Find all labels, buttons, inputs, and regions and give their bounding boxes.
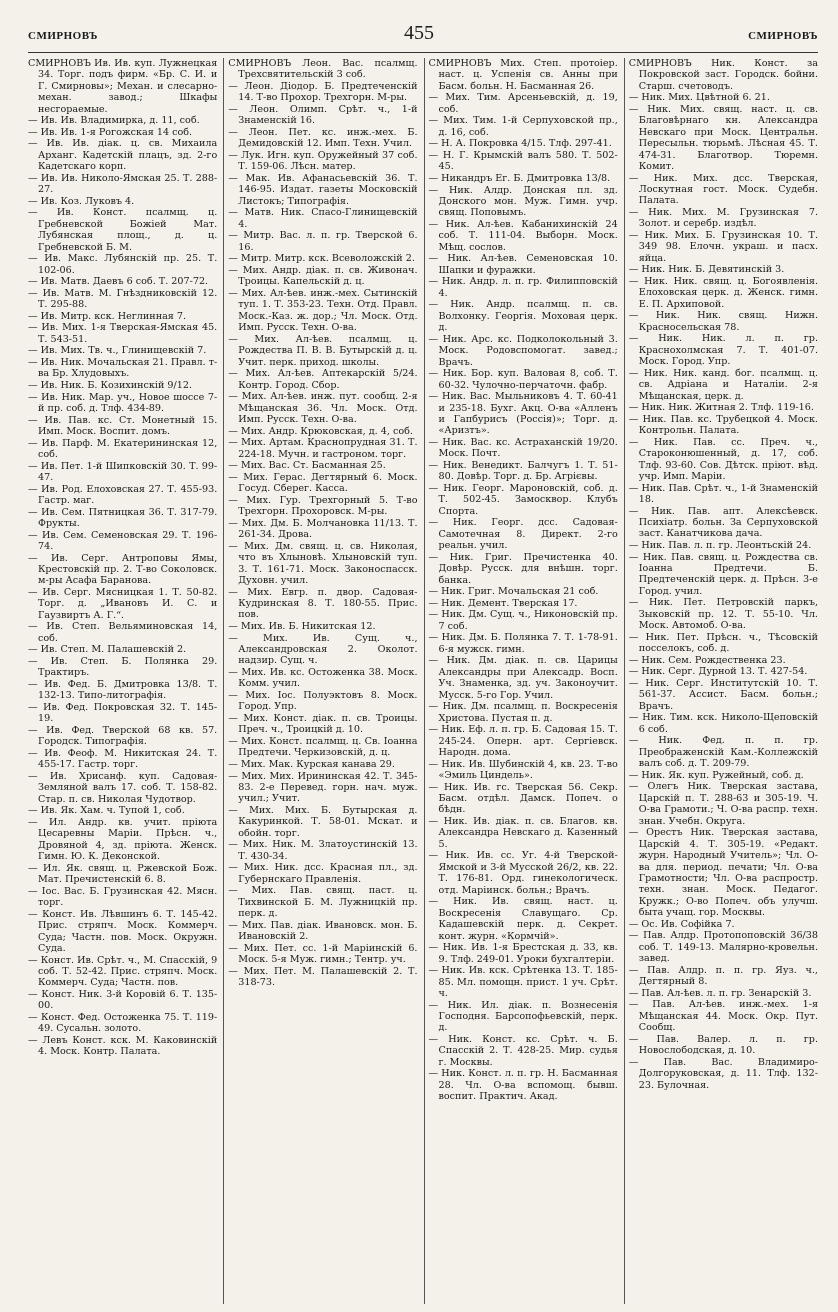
directory-entry: — Мих. Пав. діак. Ивановск. мон. Б. Ивановскій 2. [228, 919, 418, 943]
directory-entry: — Ник. Георг. дсс. Садовая-Самотечная 8. Директ. 2-го реальн. учил. [428, 517, 618, 552]
directory-entry: — Мих. Евгр. п. двор. Садовая-Кудринская 8. Т. 180-55. Прис. пов. [228, 586, 418, 621]
header-rule [28, 52, 818, 53]
directory-entry: — Мих. Конст. псалмщ. ц. Св. Іоанна Предтечи. Черкизовскій, д. ц. [228, 736, 418, 759]
directory-entry: — Ив. Матв. М. Гнѣздниковскій 12. Т. 295-88. [28, 287, 218, 311]
directory-entry: — Ил. Андр. кв. учит. пріюта Цесаревны Маріи. Прѣсн. ч., Дровяной 4, зд. пріюта. Женск. Гимн. Ю. К. Деконской. [28, 817, 218, 863]
directory-entry: — Ник. Григ. Мочальская 21 соб. [428, 586, 599, 598]
directory-entry: СМИРНОВЪ Ив. Ив. куп. Лужнецкая 34. Торг. подъ фирм. «Бр. С. И. и Г. Смирновы»; Механ. и слесарно-механ. завод.; Шкафы несгораемые. [28, 58, 218, 115]
directory-entry: — Мих. Ив. Сущ. ч., Александровская 2. Околот. надзир. Сущ. ч. [228, 632, 418, 667]
directory-entry: — Ник. Ал-ѣев. Кабанихинскій 24 соб. Т. 111-04. Выборн. Моск. Мѣщ. сослов. [428, 219, 618, 253]
directory-entry: — Пав. Валер. л. п. гр. Новослободская, д. 10. [628, 1033, 818, 1057]
directory-entry: — Ив. Степ. Б. Полянка 29. Трактиръ. [28, 656, 218, 679]
directory-entry: — Ник. Пав. апт. Алексѣевск. Психіатр. больн. За Серпуховской заст. Канатчикова дача. [628, 505, 818, 540]
directory-entry: — Ник. Сем. Рождественка 23. [628, 654, 786, 666]
directory-entry: — Ник. Пав. сс. Преч. ч., Староконюшенный, д. 17, соб. Тлф. 93-60. Сов. Дѣтск. пріют. вѣд. учр. Имп. Маріи. [628, 436, 818, 483]
directory-entry: — Н. А. Покровка 4/15. Тлф. 297-41. [428, 138, 612, 150]
directory-entry: — Ив. Як. Хам. ч. Тупой 1, соб. [28, 805, 185, 817]
page-header [28, 22, 818, 48]
directory-entry: — Леон. Пет. кс. инж.-мех. Б. Демидовскій 12. Имп. Техн. Учил. [228, 127, 418, 150]
directory-entry: — Ник. Вас. кс. Астраханскій 19/20. Моск. Почт. [428, 437, 618, 460]
directory-entry: — Ив. Мих. 1-я Тверская-Ямская 45. Т. 543-51. [28, 322, 218, 345]
directory-columns [28, 58, 818, 1304]
directory-entry: — Ник. Мих. Б. Грузинская 10. Т. 349 98. Елочн. украш. и пасх. яйца. [628, 230, 818, 264]
directory-entry: — Мих. Ал-ѣев. инж.-мех. Сытинскій туп. 1. Т. 353-23. Техн. Отд. Правл. Моск.-Каз. ж. дор.; Чл. Моск. Отд. Имп. Русск. Техн. О-ва. [228, 288, 418, 334]
directory-entry: — Ник. Георг. Мароновскій, соб. д. Т. 502-45. Замосквор. Клубъ Спорта. [428, 483, 618, 517]
column-4 [624, 58, 818, 1304]
directory-entry: — Ник. Ив. кск. Срѣтенка 13. Т. 185-85. Мл. помощн. прист. 1 уч. Срѣт. ч. [428, 965, 618, 999]
directory-entry: — Ив. Фед. Тверской 68 кв. 57. Городск. Типографія. [28, 725, 218, 748]
directory-entry: — Ив. Фед. Б. Дмитровка 13/8. Т. 132-13. Типо-литографія. [28, 679, 218, 702]
directory-entry: — Ив. Сем. Семеновская 29. Т. 196-74. [28, 529, 218, 552]
directory-entry: — Ник. Конст. л. п. гр. Н. Басманная 28. Чл. О-ва вспомощ. бывш. воспит. Практич. Акад. [428, 1068, 618, 1103]
directory-entry: — Ник. Як. куп. Ружейный, соб. д. [628, 769, 804, 781]
directory-entry: — Конст. Ив. Лѣвшинъ 6. Т. 145-42. Прис. стряпч. Моск. Коммерч. Суда; Частн. пов. Моск. Окружн. Суда. [28, 908, 218, 955]
directory-entry: СМИРНОВЪ Леон. Вас. псалмщ. Трехсвятительскій 3 соб. [228, 58, 418, 81]
directory-entry: — Ник. Мих. Цвѣтной 6. 21. [628, 92, 770, 104]
directory-entry: — Ник. Пет. Петровскій паркъ, Зыковскій пр. 12. Т. 55-10. Чл. Моск. Автомоб. О-ва. [628, 597, 818, 632]
directory-entry: — Мих. Тим. 1-й Серпуховской пр., д. 16, соб. [428, 115, 618, 138]
directory-entry: — Олегъ Ник. Тверская застава, Царскій п. Т. 288-63 и 305-19. Ч. О-ва Грамоти.; Ч. О-ва распр. техн. знан. Учебн. Округа. [628, 781, 818, 827]
directory-entry: — Мих. Ив. Б. Никитская 12. [228, 621, 376, 633]
directory-entry: — Ив. Фед. Покровская 32. Т. 145-19. [28, 702, 218, 725]
directory-entry: — Мих. Ал-ѣев. Аптекарскій 5/24. Контр. Город. Сбор. [228, 368, 418, 391]
directory-entry: — Мих. Дм. свящ. ц. св. Николая, что въ Хлыновѣ. Хлыновскій туп. 3. Т. 161-71. Моск. Законоспасск. Духовн. учил. [228, 540, 418, 587]
directory-entry: — Мих. Артам. Краснопрудная 31. Т. 224-18. Мучн. и гастроном. торг. [228, 437, 418, 460]
directory-entry: — Ник. Тим. кск. Николо-Щеповскій 6 соб. [628, 712, 818, 735]
directory-entry: — Ив. Сем. Пятницкая 36. Т. 317-79. Фрукты. [28, 506, 218, 529]
directory-entry: — Ник. Арс. кс. Подколокольный 3. Моск. Родовспомогат. завед.; Врачъ. [428, 333, 618, 368]
directory-entry: — Ив. Ив. діак. ц. св. Михаила Арханг. Кадетскій плацъ, зд. 2-го Кадетскаго корп. [28, 138, 218, 173]
column-1 [28, 58, 217, 1304]
directory-entry: — Ник. Ник. свящ. Нижн. Красносельская 78. [628, 310, 818, 333]
directory-entry: — Ник. Ив. діак. п. св. Благов. кв. Александра Невскаго д. Казенный 5. [428, 816, 618, 850]
directory-entry: — Конст. Ив. Срѣт. ч., М. Спасскій, 9 соб. Т. 52-42. Прис. стряпч. Моск. Коммерч. Суда; Частн. пов. [28, 954, 218, 989]
directory-entry: — Мих. Мак. Курская канава 29. [228, 759, 395, 771]
directory-entry: — Ив. Феоф. М. Никитская 24. Т. 455-17. Гастр. торг. [28, 748, 218, 771]
directory-entry: — Ив. Серг. Мясницкая 1. Т. 50-82. Торг. д. „Ивановъ И. С. и Гаузвиртъ А. Г.“. [28, 587, 218, 621]
directory-entry: — Ив. Ник. Мар. уч., Новое шоссе 7-й пр. соб. д. Тлф. 434-89. [28, 391, 218, 414]
directory-entry: — Леон. Олимп. Срѣт. ч., 1-й Знаменскій 16. [228, 104, 418, 127]
directory-entry: — Пав. Ал-ѣев. л. п. гр. Зенарскій 3. [628, 987, 812, 999]
directory-entry: — Мих. Ник. М. Златоустинскій 13. Т. 430-34. [228, 839, 418, 862]
directory-entry: — Ник. Андр. псалмщ. п. св. Волхонку. Георгія. Моховая церк. д. [428, 299, 618, 334]
directory-entry: — Ив. Конст. псалмщ. ц. Гребневской Божіей Мат. Лубянская площ., д. ц. Гребневской Б. М. [28, 207, 218, 253]
directory-entry: — Ив. Хрисанф. куп. Садовая-Земляной валъ 17. соб. Т. 158-82. Стар. п. св. Николая Чудотвор. [28, 771, 218, 805]
directory-entry: — Н. Г. Крымскій валъ 580. Т. 502-45. [428, 150, 618, 173]
directory-entry: — Ник. Серг. Институтскій 10. Т. 561-37. Ассист. Басм. больн.; Врачъ. [628, 678, 818, 712]
directory-entry: — Матв. Ник. Спасо-Глинищевскій 4. [228, 207, 418, 230]
running-head-right: СМИРНОВЪ [748, 30, 818, 42]
directory-entry: — Мих. Герас. Дегтярный 6. Моск. Госуд. Сберег. Касса. [228, 471, 418, 495]
directory-entry: — Ив. Ив. 1-я Рогожская 14 соб. [28, 126, 193, 138]
directory-entry: — Ник. Мих. дсс. Тверская, Лоскутная гост. Моск. Судебн. Палата. [628, 172, 818, 207]
directory-entry: — Конст. Фед. Остоженка 75. Т. 119-49. Сусальн. золото. [28, 1012, 218, 1035]
directory-entry: — Ник. Ив. 1-я Брестская д. 33, кв. 9. Тлф. 249-01. Уроки бухгалтеріи. [428, 942, 618, 965]
directory-entry: — Ник. Бор. куп. Валовая 8, соб. Т. 60-32. Чулочно-перчаточн. фабр. [428, 368, 618, 391]
directory-entry: — Ник. Ник. свящ. ц. Богоявленія. Елоховская церк. д. Женск. гимн. Е. П. Архиповой. [628, 276, 818, 310]
directory-entry: — Ник. Еф. л. п. гр. Б. Садовая 15. Т. 245-24. Оперн. арт. Сергіевск. Народн. дома. [428, 724, 618, 759]
directory-entry: — Мих. Пет. М. Палашевскій 2. Т. 318-73. [228, 965, 418, 989]
directory-entry: — Ник. Демент. Тверская 17. [428, 597, 578, 609]
directory-entry: — Лук. Игн. куп. Оружейный 37 соб. Т. 159-06. Лѣсн. матер. [228, 150, 418, 173]
directory-entry: — Ник. Ив. сс. Уг. 4-й Тверской-Ямской и 3-й Мусской 26/2, кв. 22. Т. 176-81. Орд. гинекологическ. отд. Маріинск. больн.; Врачъ. [428, 850, 618, 896]
directory-entry: — Ив. Ив. Владимирка, д. 11, соб. [28, 115, 200, 127]
directory-entry: — Ник. Пав. Срѣт. ч., 1-й Знаменскій 18. [628, 482, 818, 506]
directory-entry: — Мих. Мих. Ирининская 42. Т. 345-83. 2-е Перевед. горн. нач. муж. учил.; Учит. [228, 770, 418, 805]
directory-entry: — Ив. Парф. М. Екатерининская 12, соб. [28, 437, 218, 460]
directory-entry: — Ник. Вас. Мыльниковъ 4. Т. 60-41 и 235-18. Бухг. Акц. О-ва «Алленъ и Гапбурисъ (Россія)»; Торг. д. «Аризтъ». [428, 391, 618, 437]
directory-entry: — Ник. Ив. Шубинскій 4, кв. 23. Т-во «Эмиль Циндель». [428, 758, 618, 782]
directory-entry: — Ник. Пав. кс. Трубецкой 4. Моск. Контрольн. Палата. [628, 413, 818, 437]
directory-entry: — Ник. Фед. п. п. гр. Преображенскій Кам.-Коллежскій валъ соб. д. Т. 209-79. [628, 735, 818, 770]
directory-entry: — Мих. Дм. Б. Молчановка 11/13. Т. 261-34. Дрова. [228, 517, 418, 541]
directory-entry: — Мих. Пав. свящ. паст. ц. Тихвинской Б. М. Лужницкій пр. перк. д. [228, 885, 418, 920]
directory-entry: — Мих. Андр. Крюковская, д. 4, соб. [228, 425, 413, 437]
directory-entry: — Леон. Діодор. Б. Предтеченскій 14. Т-во Прохор. Трехгорн. М-ры. [228, 81, 418, 104]
directory-entry: — Ник. Дм. псалмщ. п. Воскресенія Христова. Пустая п. д. [428, 701, 618, 724]
directory-entry: — Мих. Пет. сс. 1-й Маріинскій 6. Моск. 5-я Муж. гимн.; Тентр. уч. [228, 942, 418, 966]
directory-entry: — Ник. Мих. М. Грузинская 7. Золот. и серебр. издѣл. [628, 207, 818, 230]
directory-entry: — Ив. Ник. Мочальская 21. Правл. т-ва Бр. Хлудовыхъ. [28, 357, 218, 380]
directory-entry: — Митр. Митр. кск. Всеволожскій 2. [228, 253, 415, 265]
directory-entry: — Мих. Гур. Трехгорный 5. Т-во Трехгорн. Прохоровск. М-ры. [228, 494, 418, 518]
directory-entry: — Ник. Ник. л. п. гр. Краснохолмская 7. Т. 401-07. Моск. Город. Упр. [628, 333, 818, 368]
running-head-left: СМИРНОВЪ [28, 30, 98, 42]
directory-entry: — Ив. Митр. кск. Неглинная 7. [28, 310, 187, 322]
directory-entry: — Пав. Вас. Владимиро-Долгоруковская, д. 11. Тлф. 132-23. Булочная. [628, 1056, 818, 1091]
directory-entry: — Ник. Пав. свящ. ц. Рождества св. Іоанна Предтечи. Б. Предтеченскій церк. д. Прѣсн. 3-е Город. учил. [628, 551, 818, 597]
directory-entry: — Ив. Пет. 1-й Шипковскій 30. Т. 99-47. [28, 460, 218, 483]
directory-entry: — Ник. Алдр. Донская пл. зд. Донского мон. Муж. Гимн. учр. свящ. Поповымъ. [428, 184, 618, 219]
directory-entry: — Мих. Ив. кс. Остоженка 38. Моск. Комм. учил. [228, 667, 418, 690]
directory-entry: — Ив. Мих. Тв. ч., Глинищевскій 7. [28, 345, 207, 357]
directory-entry: — Ив. Коз. Луковъ 4. [28, 195, 135, 207]
directory-entry: — Ив. Ник. Б. Козихинскій 9/12. [28, 380, 193, 391]
directory-entry: — Ник. Пав. л. п. гр. Леонтьскій 24. [628, 540, 812, 552]
directory-entry: — Ив. Макс. Лубянскій пр. 25. Т. 102-06. [28, 253, 218, 276]
directory-entry: — Ник. Андр. л. п. гр. Филипповскій 4. [428, 276, 618, 299]
page-number: 455 [404, 22, 434, 44]
directory-entry: — Мих. Ник. дсс. Красная пл., зд. Губернскаго Правленія. [228, 862, 418, 885]
directory-entry: — Никандръ Ег. Б. Дмитровка 13/8. [428, 173, 611, 184]
directory-entry: — Ник. Конст. кс. Срѣт. ч. Б. Спасскій 2. Т. 428-25. Мир. судья г. Москвы. [428, 1033, 618, 1068]
directory-entry: — Ив. Степ. М. Палашевскій 2. [28, 644, 187, 656]
directory-entry: — Мих. Ал-ѣев. инж. пут. сообщ. 2-я Мѣщанская 36. Чл. Моск. Отд. Имп. Русск. Техн. О-ва. [228, 391, 418, 426]
directory-entry: — Ник. Григ. Пречистенка 40. Довѣр. Русск. для внѣшн. торг. банка. [428, 551, 618, 586]
directory-entry: — Ос. Ив. Софійка 7. [628, 918, 735, 930]
directory-entry: — Ник. Дм. Сущ. ч., Никоновскій пр. 7 соб. [428, 609, 618, 632]
column-3 [424, 58, 618, 1304]
directory-entry: — Мак. Ив. Афанасьевскій 36. Т. 146-95. Издат. газеты Московскій Листокъ; Типографія. [228, 173, 418, 207]
directory-entry: — Ник. Венедикт. Балчугъ 1. Т. 51-80. Довѣр. Торг. д. Бр. Агрієвы. [428, 460, 618, 483]
directory-entry: — Іос. Вас. Б. Грузинская 42. Мясн. торг. [28, 885, 218, 909]
directory-entry: — Орестъ Ник. Тверская застава, Царскій 4. Т. 305-19. «Редакт. журн. Народный Учитель»; Чл. О-ва для. период. печати; Чл. О-ва Грамотности; Чл. О-ва распростр. техн. знан. Моск. Педагог. Кружк.; О-во Попеч. объ улучш. быта учащ. гор. Москвы. [628, 827, 818, 919]
directory-entry: — Ник. Дм. Б. Полянка 7. Т. 1-78-91. 6-я мужск. гимн. [428, 632, 618, 655]
directory-entry: — Ник. Ник. Житная 2. Тлф. 119-16. [628, 402, 814, 414]
directory-entry: — Ив. Степ. Вельяминовская 14, соб. [28, 621, 218, 644]
directory-entry: — Мих. Ал-ѣев. псалмщ. ц. Рождества П. В. В. Бутырскій д. ц. Учит. перк. приход. школы. [228, 333, 418, 368]
directory-entry: — Ник. Ил. діак. п. Вознесенія Господня. Барсопофьевскій, перк. д. [428, 999, 618, 1034]
directory-entry: — Ив. Ив. Николо-Ямская 25. Т. 288-27. [28, 172, 218, 196]
directory-entry: — Мих. Мих. Б. Бутырская д. Какуринкой. Т. 58-01. Мскат. и обойн. торг. [228, 805, 418, 839]
directory-entry: — Ник. Ал-ѣев. Семеновская 10. Шапки и фуражки. [428, 253, 618, 276]
directory-entry: — Ник. Пет. Прѣсн. ч., Тѣсовскій посселокъ, соб. д. [628, 631, 818, 655]
directory-entry: — Мих. Вас. Ст. Басманная 25. [228, 460, 386, 472]
directory-entry: — Левъ Конст. кск. М. Каковинскій 4. Моск. Контр. Палата. [28, 1035, 218, 1058]
directory-entry: — Ив. Род. Елоховская 27. Т. 455-93. Гастр. маг. [28, 483, 218, 506]
directory-entry: — Мих. Андр. діак. п. св. Живонач. Троицы. Капельскій д. ц. [228, 265, 418, 288]
directory-entry: — Пав. Алдр. п. п. гр. Яуз. ч., Дегтярный 8. [628, 964, 818, 988]
directory-entry: — Ник. Ник. канд. бог. псалмщ. ц. св. Адріана и Наталіи. 2-я Мѣщанская, церк. д. [628, 367, 818, 402]
directory-entry: — Конст. Ник. 3-й Коровій 6. Т. 135-00. [28, 989, 218, 1012]
directory-entry: — Мих. Іос. Полуэктовъ 8. Моск. Город. Упр. [228, 690, 418, 713]
directory-entry: — Ник. Ив. гс. Тверская 56. Секр. Басм. отдѣл. Дамск. Попеч. о бѣдн. [428, 781, 618, 816]
directory-entry: — Ник. Ив. свящ. наст. ц. Воскресенія Славущаго. Ср. Кадашевскій перк. д. Секрет. конт. журн. «Кормчій». [428, 896, 618, 942]
directory-entry: — Ник. Дм. діак. п. св. Царицы Александры при Алексадр. Восп. Уч. Знаменка, зд. уч. Законоучит. Мусск. 5-го Гор. Учил. [428, 655, 618, 701]
directory-entry: — Ив. Серг. Антроповы Ямы, Крестовскій пр. 2. Т-во Соколовск. м-ры Асафа Баранова. [28, 552, 218, 587]
directory-entry: — Пав. Алдр. Протопоповскій 36/38 соб. Т. 149-13. Малярно-кровельн. завед. [628, 930, 818, 965]
directory-entry: — Мих. Конст. діак. п. св. Троицы. Преч. ч., Троицкій д. 10. [228, 713, 418, 736]
directory-entry: — Пав. Ал-ѣев. инж.-мех. 1-я Мѣщанская 44. Моск. Окр. Пут. Сообщ. [628, 999, 818, 1034]
directory-entry: СМИРНОВЪ Ник. Конст. за Покровской заст. Городск. бойни. Старш. счетоводъ. [628, 58, 818, 92]
directory-entry: СМИРНОВЪ Мих. Степ. протоіер. наст. ц. Успенія св. Анны при Басм. больн. Н. Басманная 26. [428, 58, 618, 92]
directory-entry: — Ник. Ник. Б. Девятинскій 3. [628, 264, 785, 276]
column-2 [223, 58, 417, 1304]
directory-entry: — Мих. Тим. Арсеньевскій, д. 19, соб. [428, 92, 618, 115]
directory-entry: — Ил. Як. свящ. ц. Ржевской Бож. Мат. Пречистенскій 6. 8. [28, 862, 218, 886]
directory-entry: — Ив. Пав. кс. Ст. Монетный 15. Имп. Моск. Воспит. домъ. [28, 414, 218, 437]
directory-entry: — Ник. Серг. Дурной 13. Т. 427-54. [628, 666, 808, 678]
directory-entry: — Митр. Вас. л. п. гр. Тверской 6. 16. [228, 230, 418, 253]
directory-entry: — Ив. Матв. Даевъ 6 соб. Т. 207-72. [28, 276, 209, 288]
directory-entry: — Ник. Мих. свящ. наст. ц. св. Благовѣрнаго кн. Александра Невскаго при Моск. Центральн. Пересыльн. тюрьмѣ. Лѣсная 45. Т. 474-31. Благотвор. Тюремн. Комит. [628, 104, 818, 173]
